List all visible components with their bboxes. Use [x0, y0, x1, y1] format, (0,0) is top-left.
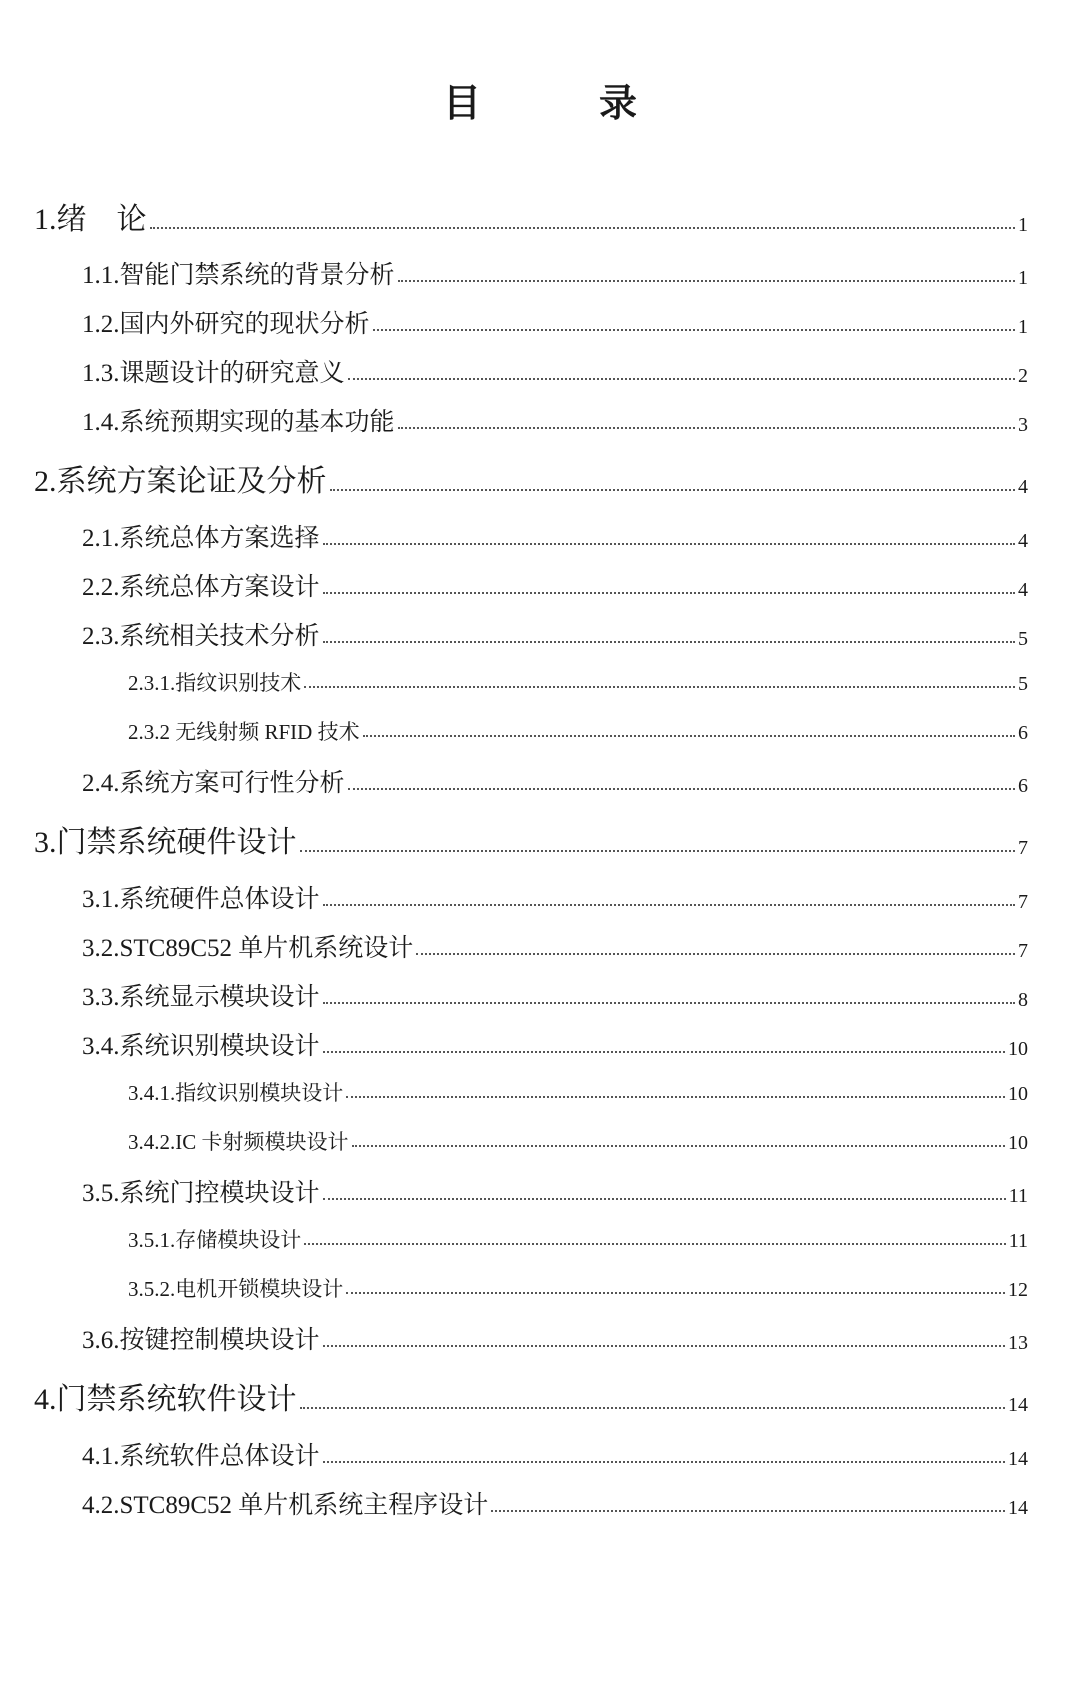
toc-dot-leader [323, 1002, 1015, 1004]
toc-entry-page-number: 3 [1018, 414, 1028, 436]
toc-dot-leader [323, 641, 1015, 643]
toc-dot-leader [304, 1243, 1005, 1245]
toc-dot-leader [300, 850, 1016, 852]
toc-entry[interactable] [34, 1385, 1028, 1415]
toc-entry-page-number: 1 [1018, 267, 1028, 289]
toc-entry-page-number: 10 [1008, 1132, 1028, 1154]
toc-entry-page-number: 14 [1008, 1394, 1028, 1416]
toc-entry-label: 3.5.系统门控模块设计 [82, 1180, 320, 1207]
toc-dot-leader [150, 227, 1016, 229]
toc-entry[interactable] [82, 887, 1028, 912]
toc-entry-label: 3.门禁系统硬件设计 [34, 826, 297, 859]
toc-dot-leader [323, 592, 1015, 594]
toc-entry-page-number: 10 [1008, 1038, 1028, 1060]
toc-entry[interactable] [82, 1328, 1028, 1353]
toc-dot-leader [398, 280, 1015, 282]
toc-dot-leader [300, 1407, 1006, 1409]
toc-entry-label: 3.5.2.电机开锁模块设计 [128, 1277, 344, 1301]
toc-dot-leader [348, 788, 1015, 790]
toc-dot-leader [323, 904, 1015, 906]
toc-entry-page-number: 6 [1018, 722, 1028, 744]
toc-entry-label: 3.5.1.存储模块设计 [128, 1228, 302, 1252]
toc-entry[interactable] [128, 1230, 1028, 1251]
toc-entry[interactable] [82, 1181, 1028, 1206]
toc-entry[interactable] [128, 722, 1028, 743]
toc-entry-label: 1.3.课题设计的研究意义 [82, 360, 345, 387]
toc-dot-leader [323, 1345, 1005, 1347]
toc-entry-page-number: 8 [1018, 989, 1028, 1011]
toc-entry[interactable] [34, 828, 1028, 858]
toc-entry-page-number: 5 [1018, 628, 1028, 650]
toc-entry[interactable] [82, 1034, 1028, 1059]
toc-entry-page-number: 7 [1018, 940, 1028, 962]
toc-entry-page-number: 2 [1018, 365, 1028, 387]
toc-entry-page-number: 14 [1008, 1497, 1028, 1519]
toc-entry-page-number: 7 [1018, 891, 1028, 913]
toc-entry-page-number: 10 [1008, 1083, 1028, 1105]
toc-entry[interactable] [82, 1493, 1028, 1518]
toc-entry-label: 1.4.系统预期实现的基本功能 [82, 409, 395, 436]
toc-entry-page-number: 1 [1018, 214, 1028, 236]
toc-entry-label: 4.门禁系统软件设计 [34, 1383, 297, 1416]
toc-entry-label: 3.4.1.指纹识别模块设计 [128, 1081, 344, 1105]
page-title: 目 录 [442, 81, 677, 125]
toc-dot-leader [323, 543, 1015, 545]
toc-entry-label: 2.1.系统总体方案选择 [82, 525, 320, 552]
toc-entry[interactable] [82, 624, 1028, 649]
toc-entry-page-number: 11 [1008, 1230, 1028, 1252]
toc-entry-label: 2.3.1.指纹识别技术 [128, 671, 302, 695]
toc-dot-leader [346, 1292, 1005, 1294]
toc-entry-label: 3.4.2.IC 卡射频模块设计 [128, 1130, 349, 1154]
toc-entry-page-number: 4 [1018, 579, 1028, 601]
toc-entry-page-number: 6 [1018, 775, 1028, 797]
toc-entry[interactable] [128, 1279, 1028, 1300]
toc-entry[interactable] [128, 1132, 1028, 1153]
toc-dot-leader [323, 1198, 1006, 1200]
toc-entry-label: 2.3.2 无线射频 RFID 技术 [128, 720, 360, 744]
toc-entry[interactable] [128, 1083, 1028, 1104]
toc-entry-page-number: 4 [1018, 476, 1028, 498]
toc-dot-leader [416, 953, 1015, 955]
toc-entry-label: 3.6.按键控制模块设计 [82, 1327, 320, 1354]
toc-entry-label: 3.2.STC89C52 单片机系统设计 [82, 935, 414, 962]
toc-dot-leader [346, 1096, 1005, 1098]
toc-entry[interactable] [82, 985, 1028, 1010]
toc-dot-leader [323, 1461, 1005, 1463]
toc-entry-label: 4.1.系统软件总体设计 [82, 1443, 320, 1470]
toc-dot-leader [348, 378, 1015, 380]
toc-entry-label: 1.绪 论 [34, 203, 147, 236]
toc-entry-label: 3.4.系统识别模块设计 [82, 1033, 320, 1060]
toc-dot-leader [398, 427, 1015, 429]
toc-entry-label: 2.2.系统总体方案设计 [82, 574, 320, 601]
toc-entry[interactable] [82, 312, 1028, 337]
toc-entry-page-number: 11 [1008, 1185, 1028, 1207]
toc-dot-leader [352, 1145, 1006, 1147]
toc-entry[interactable] [82, 771, 1028, 796]
toc-entry-label: 4.2.STC89C52 单片机系统主程序设计 [82, 1492, 489, 1519]
toc-entry-label: 2.系统方案论证及分析 [34, 465, 327, 498]
toc-entry-label: 3.1.系统硬件总体设计 [82, 886, 320, 913]
toc-entry-page-number: 4 [1018, 530, 1028, 552]
toc-dot-leader [373, 329, 1015, 331]
toc-entry-page-number: 7 [1018, 837, 1028, 859]
toc-entry[interactable] [82, 263, 1028, 288]
toc-entry[interactable] [128, 673, 1028, 694]
toc-entry[interactable] [82, 361, 1028, 386]
toc-entry[interactable] [34, 467, 1028, 497]
toc-dot-leader [304, 686, 1015, 688]
toc-entry[interactable] [82, 575, 1028, 600]
toc-entry-label: 1.2.国内外研究的现状分析 [82, 311, 370, 338]
toc-entry[interactable] [82, 526, 1028, 551]
toc-entry-label: 3.3.系统显示模块设计 [82, 984, 320, 1011]
toc-entry-label: 1.1.智能门禁系统的背景分析 [82, 262, 395, 289]
toc-dot-leader [330, 489, 1016, 491]
toc-entry-page-number: 12 [1008, 1279, 1028, 1301]
toc-entry[interactable] [82, 410, 1028, 435]
toc-entry[interactable] [34, 205, 1028, 235]
toc-entry-label: 2.4.系统方案可行性分析 [82, 770, 345, 797]
toc-entry[interactable] [82, 936, 1028, 961]
toc-dot-leader [491, 1510, 1005, 1512]
toc-entry[interactable] [82, 1444, 1028, 1469]
toc-dot-leader [323, 1051, 1005, 1053]
toc-dot-leader [363, 735, 1015, 737]
toc-entry-page-number: 1 [1018, 316, 1028, 338]
toc-entry-page-number: 13 [1008, 1332, 1028, 1354]
toc-entry-label: 2.3.系统相关技术分析 [82, 623, 320, 650]
toc-entry-page-number: 5 [1018, 673, 1028, 695]
toc-entry-page-number: 14 [1008, 1448, 1028, 1470]
